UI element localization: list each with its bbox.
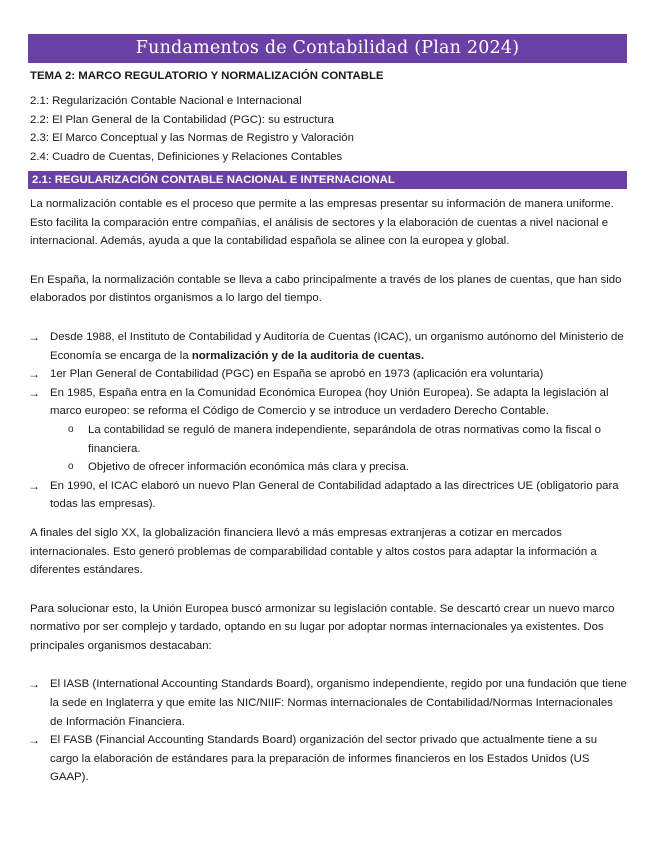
document-page [28, 34, 627, 797]
paragraph: En España, la normalización contable se lleva a cabo principalmente a través de los planes de cuentas, que han sido elaborados por distintos organismos a lo largo del tiempo. [30, 273, 622, 305]
paragraph: A finales del siglo XX, la globalización financiera llevó a más empresas extranjeras a cotizar en mercados internacionales. Esto generó problemas de comparabilidad contable y altos costos para adaptar la información a diferentes estándares. [30, 526, 597, 577]
organisms-list [28, 675, 627, 787]
section-heading: 2.1: REGULARIZACIÓN CONTABLE NACIONAL E INTERNACIONAL [28, 171, 627, 189]
sub-list [50, 421, 627, 477]
paragraph: La normalización contable es el proceso que permite a las empresas presentar su información de manera uniforme. Esto facilita la comparación entre compañías, el análisis de sectores y la elaboración de cuentas a nivel nacional e internacional. Además, ayuda a que la contabilidad española se alinee con la europea y global. [30, 198, 614, 248]
arrow-right-icon: → [28, 385, 40, 400]
sub-list-item [55, 458, 627, 477]
toc-item: 2.2: El Plan General de la Contabilidad (PGC): su estructura [30, 113, 334, 126]
history-list [28, 328, 627, 514]
arrow-right-icon: → [28, 677, 40, 692]
arrow-right-icon: → [28, 733, 40, 748]
arrow-right-icon: → [28, 367, 40, 382]
toc-item: 2.3: El Marco Conceptual y las Normas de Registro y Valoración [30, 132, 354, 144]
table-of-contents [30, 92, 627, 166]
paragraph: Para solucionar esto, la Unión Europea buscó armonizar su legislación contable. Se descartó crear un nuevo marco normativo por ser complejo y tardado, optando en su lugar por adoptar normas internacionales ya existentes. Dos principales organismos destacaban: [30, 602, 615, 652]
document-title: Fundamentos de Contabilidad (Plan 2024) [28, 34, 627, 63]
list-item-text: El IASB (International Accounting Standards Board), organismo independiente, regido por una fundación que tiene la sede en Inglaterra y que emite las NIC/NIIF: Normas internacionales de Contabilidad/Normas Internacionales de Información Financiera. [50, 678, 627, 728]
list-item [28, 731, 627, 787]
arrow-right-icon: → [28, 329, 40, 344]
list-item-text: En 1990, el ICAC elaboró un nuevo Plan General de Contabilidad adaptado a las directrices UE (obligatorio para todas las empresas). [50, 479, 619, 511]
list-item [28, 328, 627, 365]
circle-bullet-icon: o [68, 423, 74, 435]
list-item [28, 365, 627, 384]
sub-list-item-text: La contabilidad se reguló de manera independiente, separándola de otras normativas como la fiscal o financiera. [88, 423, 601, 455]
toc-item: 2.1: Regularización Contable Nacional e Internacional [30, 95, 302, 107]
sub-list-item-text: Objetivo de ofrecer información económica más clara y precisa. [88, 461, 409, 474]
sub-list-item [55, 421, 627, 458]
list-item [28, 477, 627, 514]
list-item [28, 675, 627, 731]
list-item-text: En 1985, España entra en la Comunidad Económica Europea (hoy Unión Europea). Se adapta la legislación al marco europeo: se reforma el Código de Comercio y se introduce un verdadero Derecho Contable. [50, 386, 609, 418]
circle-bullet-icon: o [68, 461, 74, 473]
arrow-right-icon: → [28, 478, 40, 493]
list-item [28, 384, 627, 477]
toc-item: 2.4: Cuadro de Cuentas, Definiciones y Relaciones Contables [30, 150, 343, 163]
list-item-bold-text: normalización y de la auditoria de cuentas. [191, 349, 425, 362]
list-item-text: Desde 1988, el Instituto de Contabilidad y Auditoría de Cuentas (ICAC), un organismo autónomo del Ministerio de Economía se encarga de la [50, 330, 624, 362]
list-item-text: 1er Plan General de Contabilidad (PGC) en España se aprobó en 1973 (aplicación era voluntaria) [50, 368, 544, 381]
tema-heading: TEMA 2: MARCO REGULATORIO Y NORMALIZACIÓN CONTABLE [30, 70, 384, 82]
list-item-text: El FASB (Financial Accounting Standards Board) organización del sector privado que actualmente tiene a su cargo la elaboración de estándares para la preparación de informes financieros en los Estados Unidos (US GAAP). [50, 734, 598, 784]
